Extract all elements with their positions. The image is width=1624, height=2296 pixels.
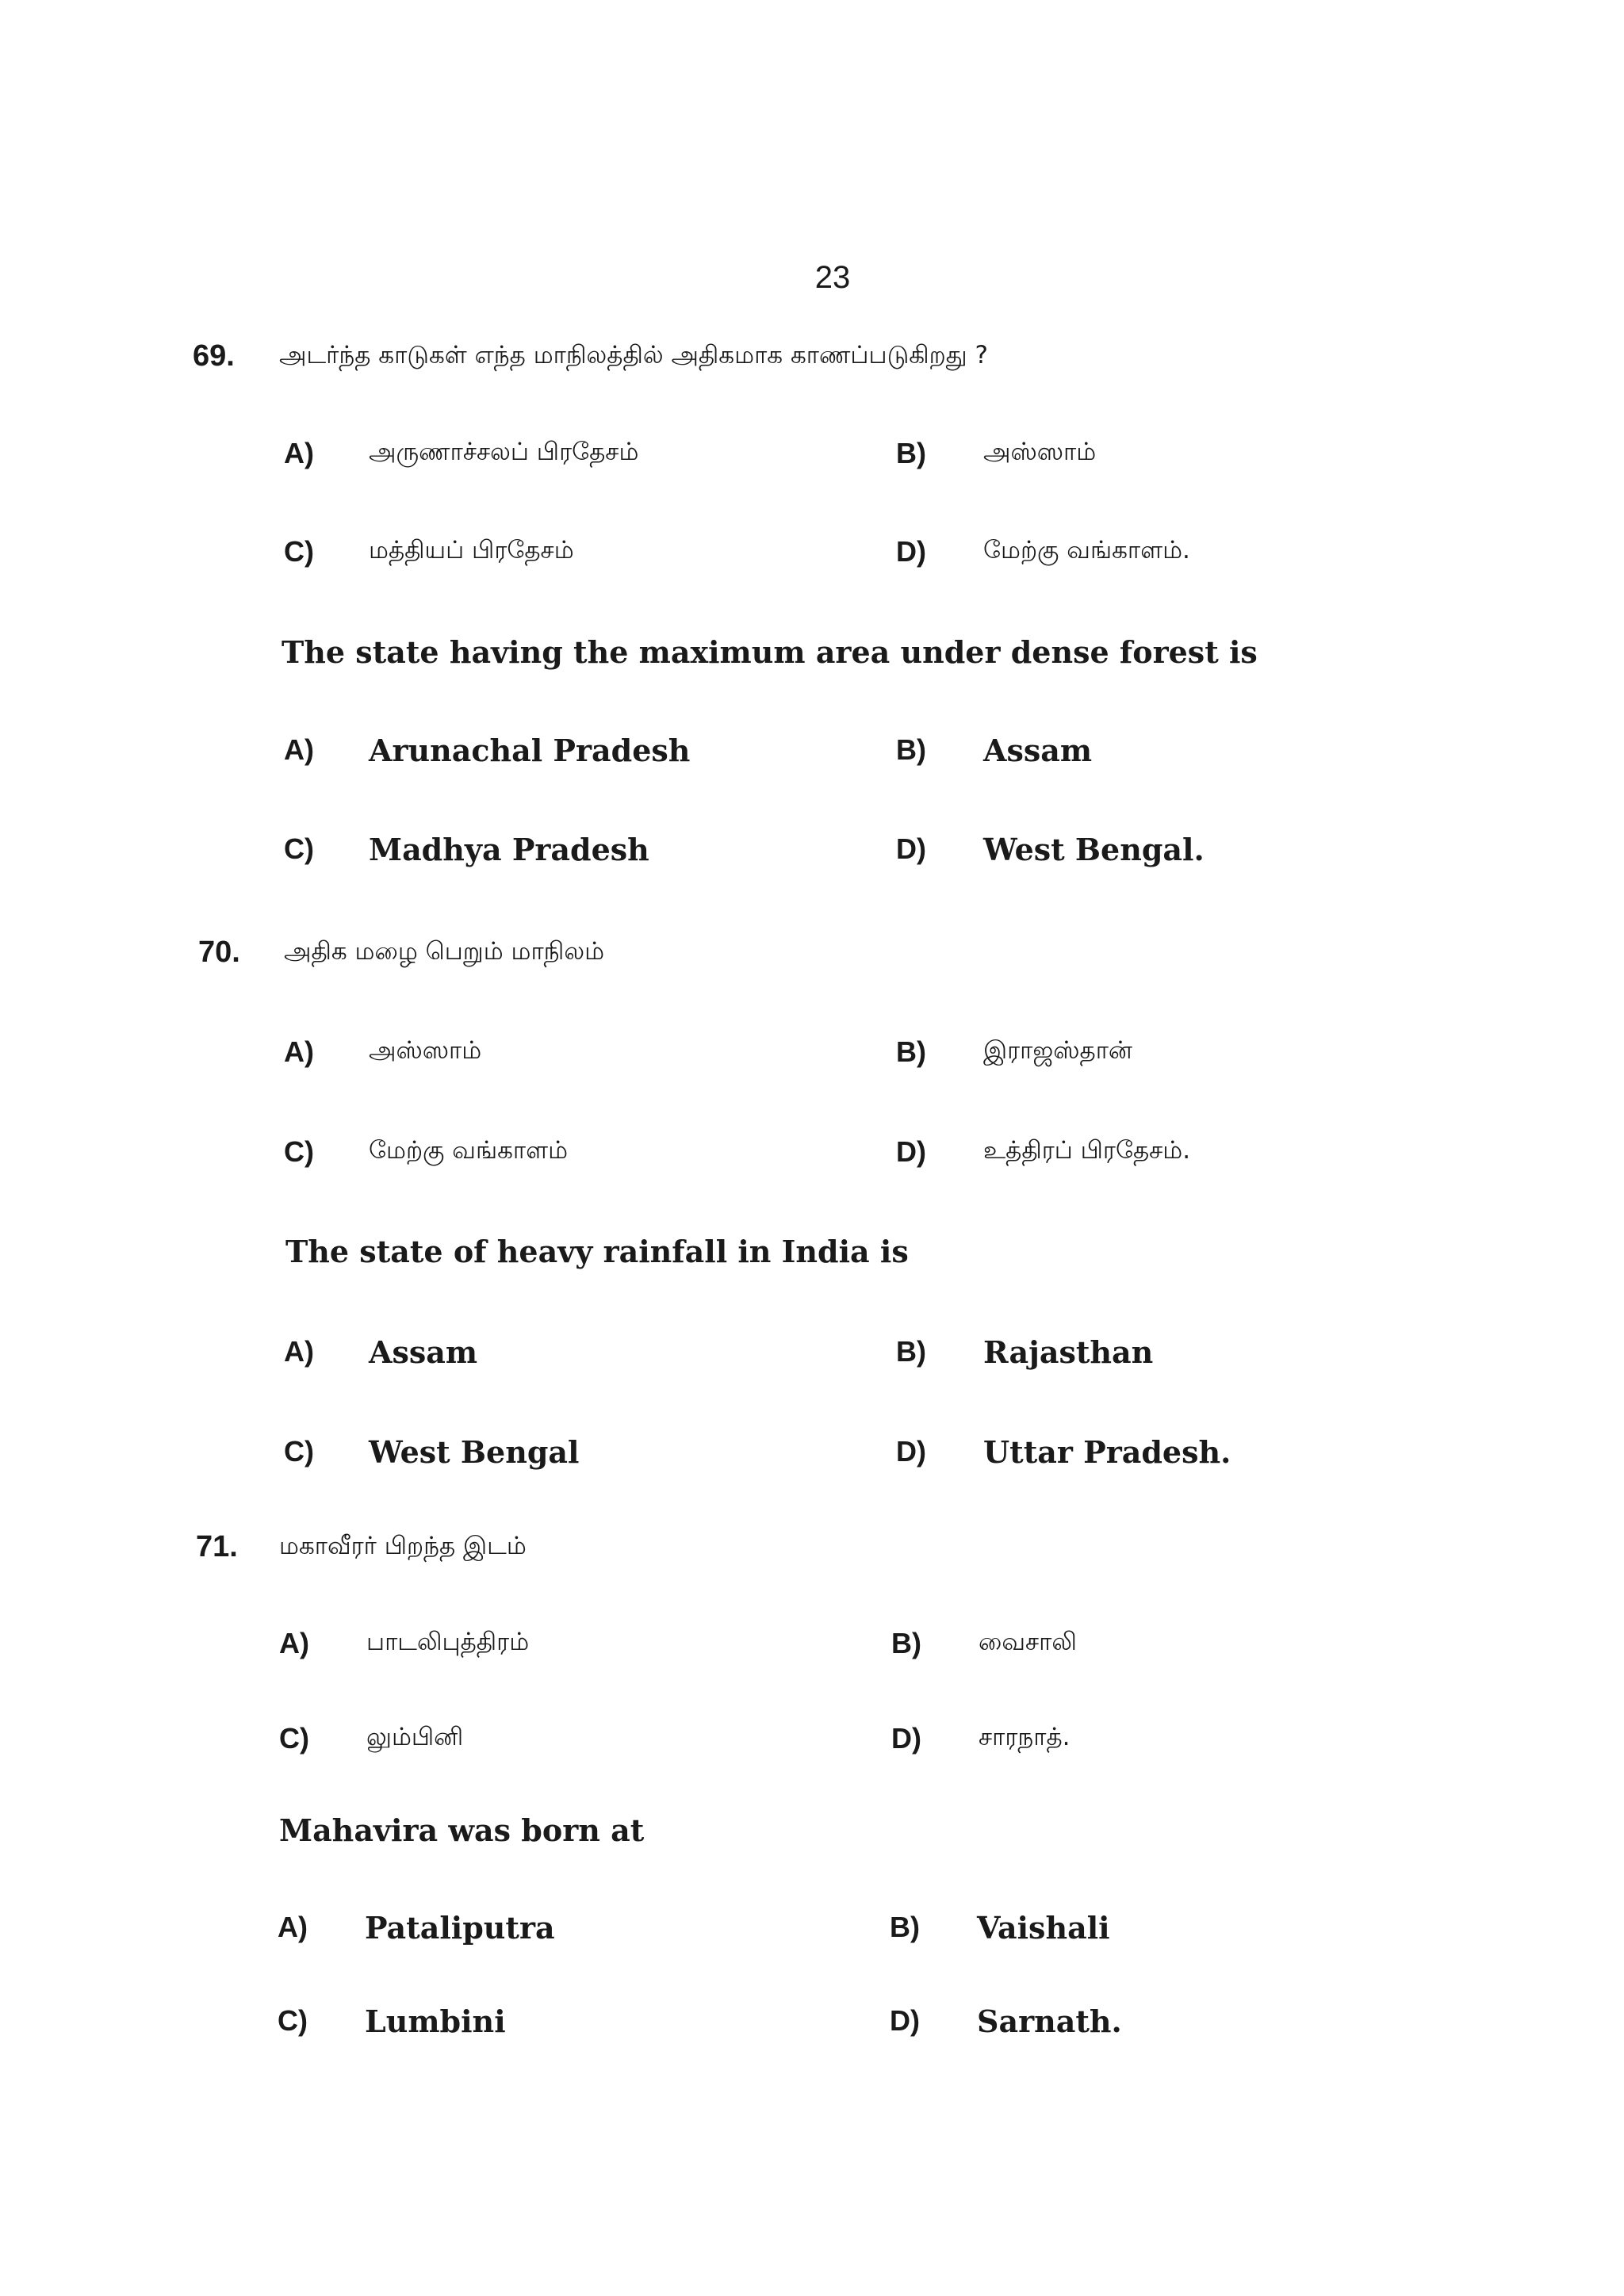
option-label: C) bbox=[284, 1135, 314, 1168]
option-text-tamil: லும்பினி bbox=[366, 1723, 464, 1751]
option-text-tamil: மேற்கு வங்காளம். bbox=[983, 536, 1190, 564]
option-label: C) bbox=[284, 535, 314, 568]
option-label: A) bbox=[284, 733, 314, 766]
question-stem-english: Mahavira was born at bbox=[279, 1812, 645, 1848]
question-stem-tamil: மகாவீரர் பிறந்த இடம் bbox=[279, 1532, 527, 1560]
option-text-english: Arunachal Pradesh bbox=[369, 733, 691, 768]
option-text-english: Assam bbox=[369, 1334, 478, 1370]
option-label: D) bbox=[890, 2004, 920, 2037]
option-text-english: Madhya Pradesh bbox=[369, 832, 649, 867]
option-text-tamil: மத்தியப் பிரதேசம் bbox=[369, 536, 574, 564]
option-text-tamil: சாரநாத். bbox=[979, 1723, 1071, 1751]
option-label: B) bbox=[890, 1911, 920, 1943]
option-label: D) bbox=[896, 1135, 926, 1168]
option-text-tamil: உத்திரப் பிரதேசம். bbox=[983, 1136, 1191, 1165]
option-text-english: Assam bbox=[983, 733, 1093, 768]
option-label: D) bbox=[896, 1435, 926, 1468]
option-label: A) bbox=[279, 1627, 309, 1659]
question-number: 70. bbox=[198, 936, 240, 969]
option-label: B) bbox=[896, 1035, 926, 1068]
option-text-english: Pataliputra bbox=[365, 1910, 555, 1946]
question-stem-tamil: அதிக மழை பெறும் மாநிலம் bbox=[284, 937, 605, 966]
option-label: B) bbox=[896, 1335, 926, 1368]
option-label: C) bbox=[278, 2004, 308, 2037]
option-text-tamil: வைசாலி bbox=[979, 1628, 1077, 1656]
option-text-tamil: பாடலிபுத்திரம் bbox=[366, 1628, 530, 1656]
option-text-english: West Bengal bbox=[369, 1434, 580, 1470]
question-number: 71. bbox=[196, 1530, 238, 1563]
option-text-tamil: இராஜஸ்தான் bbox=[983, 1036, 1132, 1065]
page-number: 23 bbox=[814, 260, 851, 295]
option-text-tamil: மேற்கு வங்காளம் bbox=[369, 1136, 569, 1165]
question-number: 69. bbox=[193, 339, 235, 373]
option-label: D) bbox=[896, 535, 926, 568]
option-text-tamil: அஸ்ஸாம் bbox=[369, 1036, 482, 1065]
option-label: B) bbox=[896, 437, 926, 469]
option-label: D) bbox=[891, 1722, 921, 1755]
option-label: A) bbox=[284, 1035, 314, 1068]
option-text-english: Sarnath. bbox=[977, 2003, 1122, 2039]
option-label: B) bbox=[891, 1627, 921, 1659]
question-stem-english: The state of heavy rainfall in India is bbox=[285, 1234, 909, 1269]
option-label: A) bbox=[284, 437, 314, 469]
option-text-english: Uttar Pradesh. bbox=[983, 1434, 1231, 1470]
option-text-english: Vaishali bbox=[977, 1910, 1110, 1946]
option-text-english: West Bengal. bbox=[983, 832, 1205, 867]
option-label: A) bbox=[284, 1335, 314, 1368]
option-text-tamil: அருணாச்சலப் பிரதேசம் bbox=[369, 438, 639, 466]
option-label: D) bbox=[896, 832, 926, 865]
question-stem-tamil: அடர்ந்த காடுகள் எந்த மாநிலத்தில் அதிகமாக காணப்படுகிறது ? bbox=[279, 341, 988, 369]
option-text-english: Rajasthan bbox=[983, 1334, 1154, 1370]
option-label: C) bbox=[279, 1722, 309, 1755]
option-text-tamil: அஸ்ஸாம் bbox=[983, 438, 1097, 466]
option-label: C) bbox=[284, 832, 314, 865]
option-label: A) bbox=[278, 1911, 308, 1943]
option-label: C) bbox=[284, 1435, 314, 1468]
option-text-english: Lumbini bbox=[365, 2003, 506, 2039]
question-stem-english: The state having the maximum area under dense forest is bbox=[282, 634, 1258, 670]
option-label: B) bbox=[896, 733, 926, 766]
